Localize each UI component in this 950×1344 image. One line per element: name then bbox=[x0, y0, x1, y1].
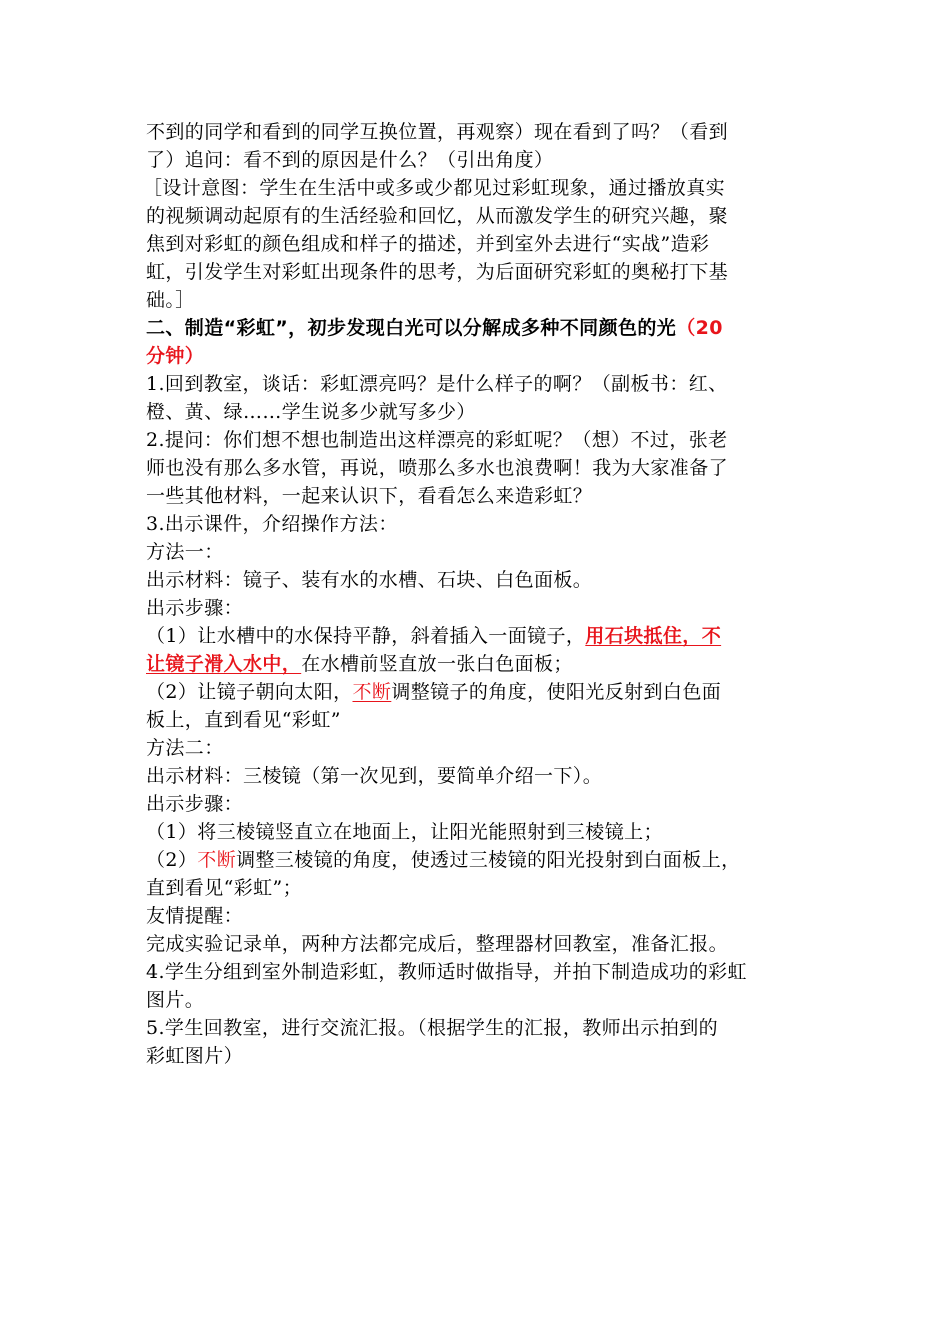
procedure-line bbox=[146, 678, 814, 706]
tip-title: 友情提醒： bbox=[146, 905, 244, 927]
materials-line: 出示材料：三棱镜（第一次见到，要简单介绍一下）。 bbox=[146, 765, 603, 787]
emphasis-text: 用石块抵住，不 bbox=[585, 625, 722, 647]
procedure-line: 板上，直到看见“彩虹” bbox=[146, 709, 341, 731]
design-intent-line: 的视频调动起原有的生活经验和回忆，从而激发学生的研究兴趣，聚 bbox=[146, 205, 729, 227]
intro-line: 了）追问：看不到的原因是什么？（引出角度） bbox=[146, 149, 554, 171]
procedure-text: （1）让水槽中的水保持平静，斜着插入一面镜子， bbox=[146, 625, 586, 647]
procedure-text: （2） bbox=[146, 849, 198, 871]
materials-line: 出示材料：镜子、装有水的水槽、石块、白色面板。 bbox=[146, 569, 593, 591]
section-time-line: 分钟） bbox=[146, 345, 205, 367]
step-line: 师也没有那么多水管，再说，喷那么多水也浪费啊！我为大家准备了 bbox=[146, 457, 729, 479]
method-title: 方法二： bbox=[146, 737, 224, 759]
step-line: 3.出示课件，介绍操作方法： bbox=[146, 513, 398, 535]
design-intent-line: ［设计意图：学生在生活中或多或少都见过彩虹现象，通过播放真实 bbox=[143, 177, 726, 199]
document-page bbox=[143, 118, 814, 1070]
procedure-line bbox=[146, 622, 814, 650]
step-line: 4.学生分组到室外制造彩虹，教师适时做指导，并拍下制造成功的彩虹 bbox=[146, 961, 747, 983]
step-line: 一些其他材料，一起来认识下，看看怎么来造彩虹？ bbox=[146, 485, 593, 507]
procedure-line: （1）将三棱镜竖直立在地面上，让阳光能照射到三棱镜上； bbox=[146, 821, 663, 843]
tip-text: 完成实验记录单，两种方法都完成后，整理器材回教室，准备汇报。 bbox=[146, 933, 729, 955]
step-line: 5.学生回教室，进行交流汇报。（根据学生的汇报，教师出示拍到的 bbox=[146, 1017, 719, 1039]
design-intent-line: 础。］ bbox=[146, 289, 195, 311]
emphasis-text: 让镜子滑入水中， bbox=[146, 653, 302, 675]
step-line: 2.提问：你们想不想也制造出这样漂亮的彩虹呢？（想）不过，张老 bbox=[146, 429, 728, 451]
procedure-text: 调整镜子的角度，使阳光反射到白色面 bbox=[391, 681, 722, 703]
method-title: 方法一： bbox=[146, 541, 224, 563]
step-line: 图片。 bbox=[146, 989, 205, 1011]
design-intent-line: 焦到对彩虹的颜色组成和样子的描述，并到室外去进行“实战”造彩 bbox=[146, 233, 710, 255]
intro-line: 不到的同学和看到的同学互换位置，再观察）现在看到了吗？（看到 bbox=[146, 121, 729, 143]
section-heading bbox=[146, 314, 814, 342]
procedure-line: 直到看见“彩虹”； bbox=[146, 877, 303, 899]
step-line: 彩虹图片） bbox=[146, 1045, 244, 1067]
procedure-text: （2）让镜子朝向太阳， bbox=[146, 681, 353, 703]
steps-title: 出示步骤： bbox=[146, 597, 244, 619]
procedure-text: 在水槽前竖直放一张白色面板； bbox=[301, 653, 573, 675]
procedure-text: 调整三棱镜的角度，使透过三棱镜的阳光投射到白面板上， bbox=[236, 849, 741, 871]
emphasis-text: 不断 bbox=[352, 681, 392, 703]
procedure-line bbox=[146, 650, 814, 678]
steps-title: 出示步骤： bbox=[146, 793, 244, 815]
emphasis-text: 不断 bbox=[197, 849, 237, 871]
section-heading-text: 二、制造“彩虹”，初步发现白光可以分解成多种不同颜色的光 bbox=[146, 317, 677, 339]
design-intent-line: 虹，引发学生对彩虹出现条件的思考，为后面研究彩虹的奥秘打下基 bbox=[146, 261, 729, 283]
procedure-line bbox=[146, 846, 814, 874]
step-line: 1.回到教室，谈话：彩虹漂亮吗？是什么样子的啊？（副板书：红、 bbox=[146, 373, 728, 395]
section-time: （20 bbox=[676, 317, 723, 339]
step-line: 橙、黄、绿……学生说多少就写多少） bbox=[146, 401, 476, 423]
